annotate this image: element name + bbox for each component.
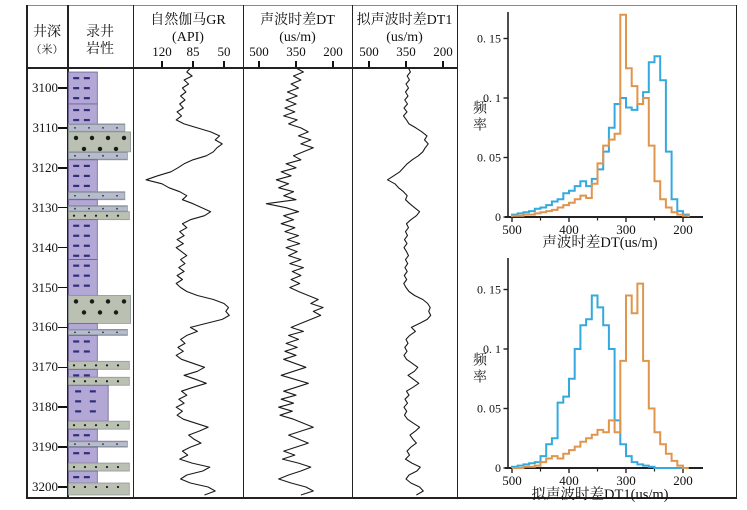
lith-layer-sand	[69, 377, 130, 385]
depth-tick-mark	[58, 167, 67, 169]
lith-layer-sand	[69, 483, 130, 495]
gr-title-text: 自然伽马GR	[150, 13, 226, 28]
svg-text:0: 0	[495, 210, 501, 224]
lith-layer-mud	[69, 72, 98, 104]
scale-tick-mark	[442, 61, 444, 67]
scale-number: 350	[286, 44, 306, 59]
scale-number: 120	[152, 44, 172, 59]
scale-number: 50	[217, 44, 231, 59]
top-hist-xlabel: 声波时差DT(us/m)	[542, 235, 658, 251]
lith-layer-sand	[69, 361, 130, 369]
depth-tick-mark	[58, 287, 67, 289]
svg-text:200: 200	[673, 473, 693, 488]
depth-unit-text: （米）	[30, 44, 64, 56]
dt1-track-title	[352, 12, 457, 46]
depth-tick-mark	[58, 446, 67, 448]
lith-layer-silt	[69, 152, 128, 160]
lith-layer-mud	[69, 104, 98, 124]
lith-layer-mud	[69, 429, 98, 441]
lith-layer-mud	[69, 260, 98, 296]
lith-layer-mud	[69, 385, 109, 421]
dt-track-curve	[266, 68, 323, 495]
lith-layer-mud	[69, 220, 98, 260]
svg-text:200: 200	[673, 222, 693, 237]
histogram-panels	[457, 0, 747, 510]
scale-number: 350	[396, 44, 416, 59]
lith-layer-mud	[69, 471, 98, 483]
dt1-track-curve	[388, 68, 431, 495]
depth-tick-mark	[58, 367, 67, 369]
depth-tick-mark	[58, 486, 67, 488]
gr-track-title	[133, 12, 243, 46]
svg-text:0. 1: 0. 1	[483, 91, 501, 105]
lith-layer-sand	[69, 421, 130, 429]
bottom-hist-xlabel: 拟声波时差DT1(us/m)	[531, 487, 669, 503]
depth-label: 3100	[32, 80, 58, 95]
depth-tick-mark	[58, 87, 67, 89]
dt-track-title	[243, 12, 352, 46]
depth-label: 3180	[32, 399, 58, 415]
depth-label: 3170	[32, 359, 58, 375]
scale-tick-mark	[295, 61, 297, 67]
top-hist-ylabel: 频率	[471, 100, 486, 134]
scale-number: 500	[249, 44, 269, 59]
lith-layer-sand	[69, 212, 130, 220]
lith-layer-mud	[69, 160, 98, 192]
depth-label: 3190	[32, 439, 58, 455]
svg-text:0: 0	[495, 461, 501, 475]
lith-layer-mud	[69, 323, 98, 329]
scale-tick-mark	[192, 61, 194, 67]
scale-tick-mark	[405, 61, 407, 67]
depth-tick-mark	[58, 207, 67, 209]
bottom-hist-ylabel: 频率	[471, 352, 486, 386]
depth-label: 3120	[32, 159, 58, 175]
scale-tick-mark	[223, 61, 225, 67]
svg-text:500: 500	[502, 222, 522, 237]
depth-column-title	[27, 24, 67, 59]
svg-text:400: 400	[559, 473, 579, 488]
depth-label: 3160	[32, 319, 58, 335]
scale-number: 200	[323, 44, 343, 59]
depth-label: 3140	[32, 239, 58, 255]
lith-layer-sand	[69, 295, 131, 323]
svg-text:0. 15: 0. 15	[477, 282, 501, 297]
svg-text:0. 1: 0. 1	[483, 342, 501, 356]
gr-curve-track	[133, 68, 243, 498]
dt-curve-track	[243, 68, 352, 498]
scale-number: 500	[359, 44, 379, 59]
svg-text:500: 500	[502, 473, 522, 488]
dt-unit-text: (us/m)	[279, 30, 316, 45]
dt1-curve-track	[352, 68, 457, 498]
scale-number: 85	[186, 44, 200, 59]
dt1-hist-orange-series	[512, 284, 689, 468]
scale-number: 200	[433, 44, 453, 59]
svg-text:300: 300	[616, 473, 636, 488]
lith-title-line1: 录井	[86, 25, 114, 40]
lith-layer-mud	[69, 335, 98, 361]
depth-tick-mark	[58, 406, 67, 408]
scale-tick-mark	[332, 61, 334, 67]
lith-layer-mud	[69, 200, 98, 206]
depth-label: 3150	[32, 279, 58, 295]
dt1-hist-blue-series	[512, 296, 689, 469]
lith-title-line2: 岩性	[86, 42, 114, 57]
dt-hist-blue-series	[512, 56, 689, 217]
lith-layer-mud	[69, 447, 98, 463]
lith-layer-sand	[69, 463, 130, 471]
depth-tick-mark	[58, 327, 67, 329]
svg-text:0. 05: 0. 05	[477, 150, 501, 165]
lithology-column-title	[68, 24, 132, 58]
lithology-column	[68, 68, 133, 498]
scale-tick-mark	[258, 61, 260, 67]
svg-text:300: 300	[616, 222, 636, 237]
depth-tick-mark	[58, 127, 67, 129]
dt-title-text: 声波时差DT	[260, 13, 335, 28]
depth-label: 3110	[32, 119, 58, 135]
dt1-title-text: 拟声波时差DT1	[356, 13, 453, 28]
dt-hist-orange-series	[512, 15, 689, 217]
gr-unit-text: (API)	[172, 30, 204, 45]
svg-text:0. 05: 0. 05	[477, 401, 501, 416]
depth-title-text: 井深	[33, 25, 61, 40]
scale-tick-mark	[161, 61, 163, 67]
depth-label: 3130	[32, 199, 58, 215]
svg-text:400: 400	[559, 222, 579, 237]
lith-layer-mud	[69, 369, 98, 377]
depth-tick-mark	[58, 247, 67, 249]
svg-text:0. 15: 0. 15	[477, 31, 501, 46]
gr-track-curve	[146, 68, 229, 495]
depth-label: 3200	[32, 479, 58, 494]
dt1-unit-text: (us/m)	[386, 30, 423, 45]
scale-tick-mark	[368, 61, 370, 67]
